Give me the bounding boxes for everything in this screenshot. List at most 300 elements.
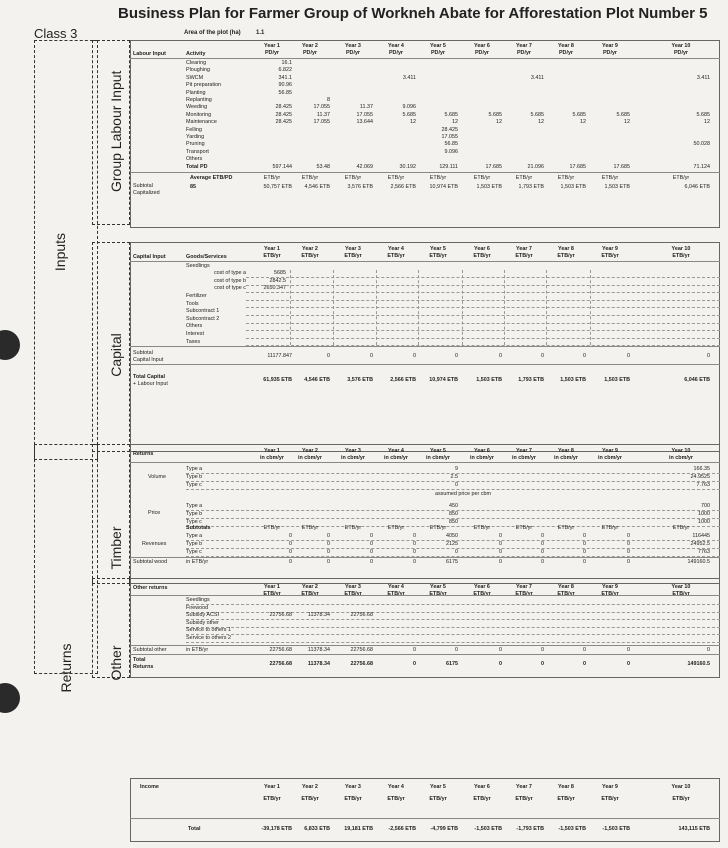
other-unit-header: ETB/yr [473, 591, 491, 597]
activity-label: Monitoring [186, 111, 212, 118]
total-returns-value: 0 [541, 661, 544, 667]
row-divider [130, 818, 720, 819]
timber-unit-header: in cbm/yr [669, 455, 693, 461]
revenue-value: 4050 [446, 533, 458, 539]
subtotal-wood-value: 0 [370, 559, 373, 565]
row-divider [130, 172, 720, 173]
capital-unit-header: ETB/yr [387, 253, 405, 259]
labour-value: 5.685 [696, 111, 710, 118]
labour-subtotal-value: 2,566 ETB [390, 184, 416, 190]
revenues-label: Revenues [142, 541, 167, 547]
other-value: 22756.68 [269, 612, 292, 619]
total-returns-value: 11378.34 [307, 661, 330, 667]
labour-value: 28.425 [275, 111, 292, 118]
other-year-header: Year 1 [264, 584, 280, 590]
other-year-header: Year 6 [474, 584, 490, 590]
other-unit-header: ETB/yr [301, 591, 319, 597]
row-divider [246, 330, 720, 331]
timber-sub-unit: ETB/yr [387, 525, 405, 531]
income-total-value: -4,799 ETB [430, 826, 458, 832]
subtotal-label: Subtotal [133, 183, 153, 189]
volume-type-label: Type b [186, 474, 203, 480]
subtotal-other-value: 0 [627, 647, 630, 653]
seedlings-label: Seedlings [186, 263, 210, 269]
revenue-value: 0 [370, 533, 373, 539]
revenue-value: 0 [541, 533, 544, 539]
subtotal-other-value: 22756.68 [350, 647, 373, 653]
total-capital-value: 1,503 ETB [560, 377, 586, 383]
row-divider [130, 557, 720, 558]
area-label: Area of the plot (ha) [184, 30, 241, 36]
row-divider [246, 338, 720, 339]
labour-subtotal-value: 3,576 ETB [347, 184, 373, 190]
capital-year-header: Year 7 [516, 246, 532, 252]
timber-unit-header: in cbm/yr [598, 455, 622, 461]
total-pd-value: 53.48 [316, 164, 330, 170]
average-etb-value: 85 [190, 184, 196, 190]
revenue-value: 0 [327, 533, 330, 539]
labour-subtotal-value: 10,974 ETB [429, 184, 458, 190]
subtotal-wood-value: 6175 [446, 559, 458, 565]
capital-unit-header: ETB/yr [301, 253, 319, 259]
col-divider [376, 270, 377, 345]
capital-year-header: Year 4 [388, 246, 404, 252]
timber-year-header: Year 8 [558, 448, 574, 454]
total-returns-label-2: Returns [133, 664, 154, 670]
total-capital-value: 3,576 ETB [347, 377, 373, 383]
labour-value: 16.1 [281, 60, 292, 66]
price-y10: 1000 [698, 511, 710, 517]
income-total-value: 6,833 ETB [304, 826, 330, 832]
average-etb-label: Average ETB/PD [190, 175, 233, 181]
timber-sub-unit: ETB/yr [301, 525, 319, 531]
labour-subtotal-value: 1,503 ETB [560, 184, 586, 190]
other-unit-header: ETB/yr [557, 591, 575, 597]
labour-unit-header: PD/yr [558, 50, 574, 56]
other-returns-header: Other returns [133, 585, 168, 591]
income-total-value: -1,503 ETB [602, 826, 630, 832]
other-row-label: Seedlings [186, 597, 210, 603]
activity-label: Others [186, 156, 203, 163]
income-year-header: Year 6 [474, 784, 490, 790]
timber-sub-unit: ETB/yr [672, 525, 690, 531]
volume-y5: 9 [455, 466, 458, 472]
income-year-header: Year 1 [264, 784, 280, 790]
income-year-header: Year 8 [558, 784, 574, 790]
subtotal-other-value: 11378.34 [307, 647, 330, 653]
subtotal-other-value: 0 [413, 647, 416, 653]
labour-value: 28.425 [441, 126, 458, 133]
total-pd-value: 129.111 [439, 164, 458, 170]
labour-value: 9.096 [402, 104, 416, 111]
labour-year-header: Year 9 [602, 43, 618, 49]
total-returns-value: 22756.68 [350, 661, 373, 667]
seed-cost-value: 5685 [274, 270, 286, 276]
returns-header: Returns [133, 451, 154, 457]
row-divider [186, 634, 720, 635]
timber-year-header: Year 10 [671, 448, 691, 454]
capital-unit-header: ETB/yr [557, 253, 575, 259]
labour-year-header: Year 4 [388, 43, 404, 49]
labour-unit-header: PD/yr [516, 50, 532, 56]
capital-unit-header: ETB/yr [429, 253, 447, 259]
capital-subtotal-value: 0 [413, 353, 416, 359]
capital-row-label: Tools [186, 300, 199, 307]
seed-cost-value: 2842.5 [269, 277, 286, 284]
labour-value: 5.685 [572, 111, 586, 118]
income-total-value: -39,178 ETB [261, 826, 292, 832]
income-total-value: -1,503 ETB [474, 826, 502, 832]
total-returns-label: Total [133, 657, 146, 663]
class-label: Class 3 [34, 26, 78, 41]
labour-year-header: Year 2 [302, 43, 318, 49]
col-divider [590, 270, 591, 345]
other-value: 22756.68 [350, 612, 373, 619]
activity-label: SWCM [186, 74, 204, 81]
timber-sub-unit: ETB/yr [429, 525, 447, 531]
revenue-value: 0 [370, 541, 373, 547]
subtotal-other-value: 22756.68 [269, 647, 292, 653]
income-unit-header: ETB/yr [387, 796, 405, 802]
row-divider [246, 323, 720, 324]
capital-unit-header: ETB/yr [672, 253, 690, 259]
other-row-label: Subsidy other [186, 619, 219, 626]
labour-year-header: Year 7 [516, 43, 532, 49]
labour-year-header: Year 5 [430, 43, 446, 49]
revenue-value: 0 [583, 541, 586, 547]
capital-year-header: Year 2 [302, 246, 318, 252]
returns-side-label: Returns [58, 643, 74, 693]
revenue-value: 2125 [446, 541, 458, 547]
activity-label: Clearing [186, 60, 207, 66]
capital-unit-header: ETB/yr [601, 253, 619, 259]
timber-year-header: Year 3 [345, 448, 361, 454]
capital-year-header: Year 3 [345, 246, 361, 252]
subtotal-wood-label: Subtotal wood [133, 559, 168, 565]
col-divider [504, 270, 505, 345]
other-unit-header: ETB/yr [429, 591, 447, 597]
total-capital-value: 6,046 ETB [684, 377, 710, 383]
timber-sub-unit: ETB/yr [344, 525, 362, 531]
labour-subtotal-value: 1,503 ETB [604, 184, 630, 190]
row-divider [246, 300, 720, 301]
seed-cost-label: cost of type a [213, 270, 246, 276]
capital-year-header: Year 10 [671, 246, 691, 252]
row-divider [186, 489, 720, 490]
subtotal-other-label: Subtotal other [133, 647, 167, 653]
other-unit-header: ETB/yr [672, 591, 690, 597]
labour-subtotal-value: 1,793 ETB [518, 184, 544, 190]
subtotal-label-2: Capitalized [133, 190, 160, 196]
timber-unit-header: in cbm/yr [470, 455, 494, 461]
labour-value: 12 [624, 119, 630, 126]
other-unit-header: ETB/yr [601, 591, 619, 597]
labour-value: 13.644 [356, 119, 373, 126]
labour-unit-header: PD/yr [673, 50, 689, 56]
capital-row-label: Interest [186, 331, 204, 337]
subtotal-wood-value: 0 [541, 559, 544, 565]
revenue-value: 0 [455, 549, 458, 555]
subtotal-wood-value: 0 [413, 559, 416, 565]
labour-value: 56.85 [278, 89, 292, 96]
labour-value: 12 [538, 119, 544, 126]
col-divider [333, 270, 334, 345]
capital-year-header: Year 9 [602, 246, 618, 252]
total-returns-value: 0 [583, 661, 586, 667]
timber-year-header: Year 6 [474, 448, 490, 454]
activity-label: Yarding [186, 134, 205, 140]
row-divider [130, 346, 720, 347]
total-capital-value: 61,935 ETB [263, 377, 292, 383]
avg-unit: ETB/yr [301, 175, 319, 181]
subtotal-wood-unit: in ETB/yr [186, 559, 209, 565]
row-divider [130, 462, 720, 463]
total-capital-value: 1,503 ETB [476, 377, 502, 383]
row-divider [246, 285, 720, 286]
subtotal-wood-value: 0 [289, 559, 292, 565]
volume-type-label: Type a [186, 466, 203, 472]
total-returns-value: 0 [627, 661, 630, 667]
labour-value: 8 [327, 97, 330, 103]
revenue-value: 0 [499, 533, 502, 539]
income-unit-header: ETB/yr [473, 796, 491, 802]
revenue-value: 0 [289, 541, 292, 547]
labour-unit-header: PD/yr [388, 50, 404, 56]
total-pd-value: 17.685 [485, 164, 502, 170]
labour-value: 3.411 [402, 74, 416, 81]
other-row-label: Service to others 2 [186, 635, 231, 641]
total-returns-value: 0 [413, 661, 416, 667]
volume-label: Volume [148, 474, 166, 480]
total-capital-value: 1,793 ETB [518, 377, 544, 383]
capital-subtotal-label-2: Capital Input [133, 357, 164, 363]
subtotal-other-value: 0 [707, 647, 710, 653]
labour-value: 5.685 [616, 111, 630, 118]
labour-value: 5.685 [530, 111, 544, 118]
labour-value: 3.411 [530, 74, 544, 81]
price-y10: 1000 [698, 519, 710, 525]
capital-side-label: Capital [108, 333, 124, 377]
subtotal-wood-value: 0 [327, 559, 330, 565]
row-divider [186, 619, 720, 620]
row-divider [246, 277, 720, 278]
labour-value: 5.685 [402, 111, 416, 118]
avg-unit: ETB/yr [429, 175, 447, 181]
volume-y10: 7.763 [696, 482, 710, 488]
labour-unit-header: PD/yr [430, 50, 446, 56]
activity-label: Ploughing [186, 67, 210, 74]
capital-unit-header: ETB/yr [473, 253, 491, 259]
labour-value: 12 [496, 119, 502, 126]
timber-unit-header: in cbm/yr [512, 455, 536, 461]
labour-unit-header: PD/yr [474, 50, 490, 56]
capital-year-header: Year 1 [264, 246, 280, 252]
labour-value: 5.685 [488, 111, 502, 118]
labour-year-header: Year 8 [558, 43, 574, 49]
other-year-header: Year 5 [430, 584, 446, 590]
other-unit-header: ETB/yr [344, 591, 362, 597]
volume-y5: 2.5 [450, 474, 458, 480]
row-divider [246, 307, 720, 308]
other-row-label: Service to others 1 [186, 627, 231, 634]
capital-row-label: Subcontract 1 [186, 308, 220, 315]
labour-unit-header: PD/yr [264, 50, 280, 56]
total-pd-value: 21.096 [527, 164, 544, 170]
revenue-value: 0 [327, 549, 330, 555]
subtotals-label: Subtotals [186, 525, 211, 531]
capital-year-header: Year 5 [430, 246, 446, 252]
total-capital-value: 10,974 ETB [429, 377, 458, 383]
timber-sub-unit: ETB/yr [263, 525, 281, 531]
subtotal-wood-value: 0 [583, 559, 586, 565]
capital-subtotal-value: 0 [707, 353, 710, 359]
capital-year-header: Year 6 [474, 246, 490, 252]
income-total-value: 143,115 ETB [678, 826, 710, 832]
labour-value: 28.425 [275, 104, 292, 111]
labour-year-header: Year 10 [671, 43, 691, 49]
volume-type-label: Type c [186, 482, 202, 488]
total-pd-value: 597.144 [272, 164, 292, 170]
col-divider [546, 270, 547, 345]
avg-unit: ETB/yr [387, 175, 405, 181]
row-divider [130, 595, 720, 596]
revenue-value: 0 [583, 549, 586, 555]
total-capital-value: 1,503 ETB [604, 377, 630, 383]
price-type-label: Type b [186, 511, 203, 517]
subtotal-wood-value: 0 [499, 559, 502, 565]
row-divider [186, 642, 720, 643]
other-year-header: Year 9 [602, 584, 618, 590]
total-returns-value: 6175 [446, 661, 458, 667]
income-year-header: Year 5 [430, 784, 446, 790]
price-y10: 700 [701, 503, 710, 509]
timber-unit-header: in cbm/yr [341, 455, 365, 461]
price-type-label: Type c [186, 519, 202, 525]
labour-value: 3.411 [696, 74, 710, 81]
timber-sub-unit: ETB/yr [601, 525, 619, 531]
income-label: Income [140, 784, 159, 790]
income-total-value: -2,566 ETB [388, 826, 416, 832]
subtotal-wood-value: 0 [627, 559, 630, 565]
income-year-header: Year 2 [302, 784, 318, 790]
subtotal-other-unit: in ETB/yr [186, 647, 209, 653]
revenue-value: 0 [289, 549, 292, 555]
capital-subtotal-label: Subtotal [133, 350, 153, 356]
timber-year-header: Year 1 [264, 448, 280, 454]
row-divider [130, 58, 720, 59]
price-y5: 450 [449, 503, 458, 509]
timber-year-header: Year 5 [430, 448, 446, 454]
capital-year-header: Year 8 [558, 246, 574, 252]
total-returns-value: 22756.68 [269, 661, 292, 667]
income-unit-header: ETB/yr [601, 796, 619, 802]
total-pd-value: 30.192 [399, 164, 416, 170]
total-capital-label: Total Capital [133, 374, 165, 380]
col-divider [290, 270, 291, 345]
avg-unit: ETB/yr [344, 175, 362, 181]
revenue-value: 24952.5 [690, 541, 710, 547]
row-divider [130, 645, 720, 646]
revenue-value: 0 [413, 533, 416, 539]
labour-subtotal-value: 1,503 ETB [476, 184, 502, 190]
capital-subtotal-value: 0 [370, 353, 373, 359]
capital-subtotal-value: 0 [499, 353, 502, 359]
total-returns-value: 0 [499, 661, 502, 667]
timber-unit-header: in cbm/yr [260, 455, 284, 461]
activity-label: Pit preparation [186, 82, 222, 89]
labour-value: 90.96 [278, 82, 292, 89]
avg-unit: ETB/yr [263, 175, 281, 181]
activity-label: Planting [186, 89, 206, 96]
income-year-header: Year 4 [388, 784, 404, 790]
total-pd-value: 17.685 [613, 164, 630, 170]
activity-label: Transport [186, 148, 209, 155]
volume-y5: 0 [455, 482, 458, 488]
labour-year-header: Year 3 [345, 43, 361, 49]
activity-header: Activity [186, 51, 206, 57]
other-year-header: Year 8 [558, 584, 574, 590]
row-divider [246, 292, 720, 293]
subtotal-other-value: 0 [541, 647, 544, 653]
revenue-value: 0 [541, 541, 544, 547]
punch-hole-bottom [0, 683, 20, 713]
revenue-type-label: Type a [186, 533, 203, 539]
row-divider [186, 604, 720, 605]
price-y5: 850 [449, 519, 458, 525]
volume-y10: 24.9525 [690, 474, 710, 480]
subtotal-other-value: 0 [455, 647, 458, 653]
timber-side-label: Timber [108, 526, 124, 570]
labour-value: 5.685 [444, 111, 458, 118]
row-divider [130, 654, 720, 655]
capital-subtotal-value: 0 [583, 353, 586, 359]
income-year-header: Year 3 [345, 784, 361, 790]
avg-unit: ETB/yr [601, 175, 619, 181]
labour-value: 12 [704, 119, 710, 126]
price-type-label: Type a [186, 503, 203, 509]
labour-subtotal-value: 50,757 ETB [263, 184, 292, 190]
income-unit-header: ETB/yr [429, 796, 447, 802]
revenue-value: 0 [627, 549, 630, 555]
timber-unit-header: in cbm/yr [426, 455, 450, 461]
inputs-side-label: Inputs [52, 232, 68, 272]
col-divider [462, 270, 463, 345]
seed-cost-label: cost of type b [213, 277, 246, 284]
income-unit-header: ETB/yr [515, 796, 533, 802]
avg-unit: ETB/yr [672, 175, 690, 181]
labour-value: 50.028 [693, 141, 710, 148]
goods-services-header: Goods/Services [186, 254, 227, 260]
other-row-label: Firewood [186, 604, 209, 611]
revenue-value: 0 [413, 549, 416, 555]
timber-year-header: Year 9 [602, 448, 618, 454]
income-unit-header: ETB/yr [263, 796, 281, 802]
labour-year-header: Year 6 [474, 43, 490, 49]
capital-input-header: Capital Input [133, 254, 166, 260]
capital-subtotal-value: 11177.847 [267, 353, 292, 359]
labour-value: 11.37 [316, 111, 330, 118]
price-y5: 850 [449, 511, 458, 517]
labour-unit-header: PD/yr [302, 50, 318, 56]
labour-value: 9.096 [444, 148, 458, 155]
income-total-value: -1,793 ETB [516, 826, 544, 832]
area-value: 1.1 [256, 30, 265, 36]
income-unit-header: ETB/yr [301, 796, 319, 802]
capital-row-label: Others [186, 323, 203, 330]
other-value: 11378.34 [307, 612, 330, 619]
activity-label: Weeding [186, 104, 208, 111]
timber-unit-header: in cbm/yr [384, 455, 408, 461]
